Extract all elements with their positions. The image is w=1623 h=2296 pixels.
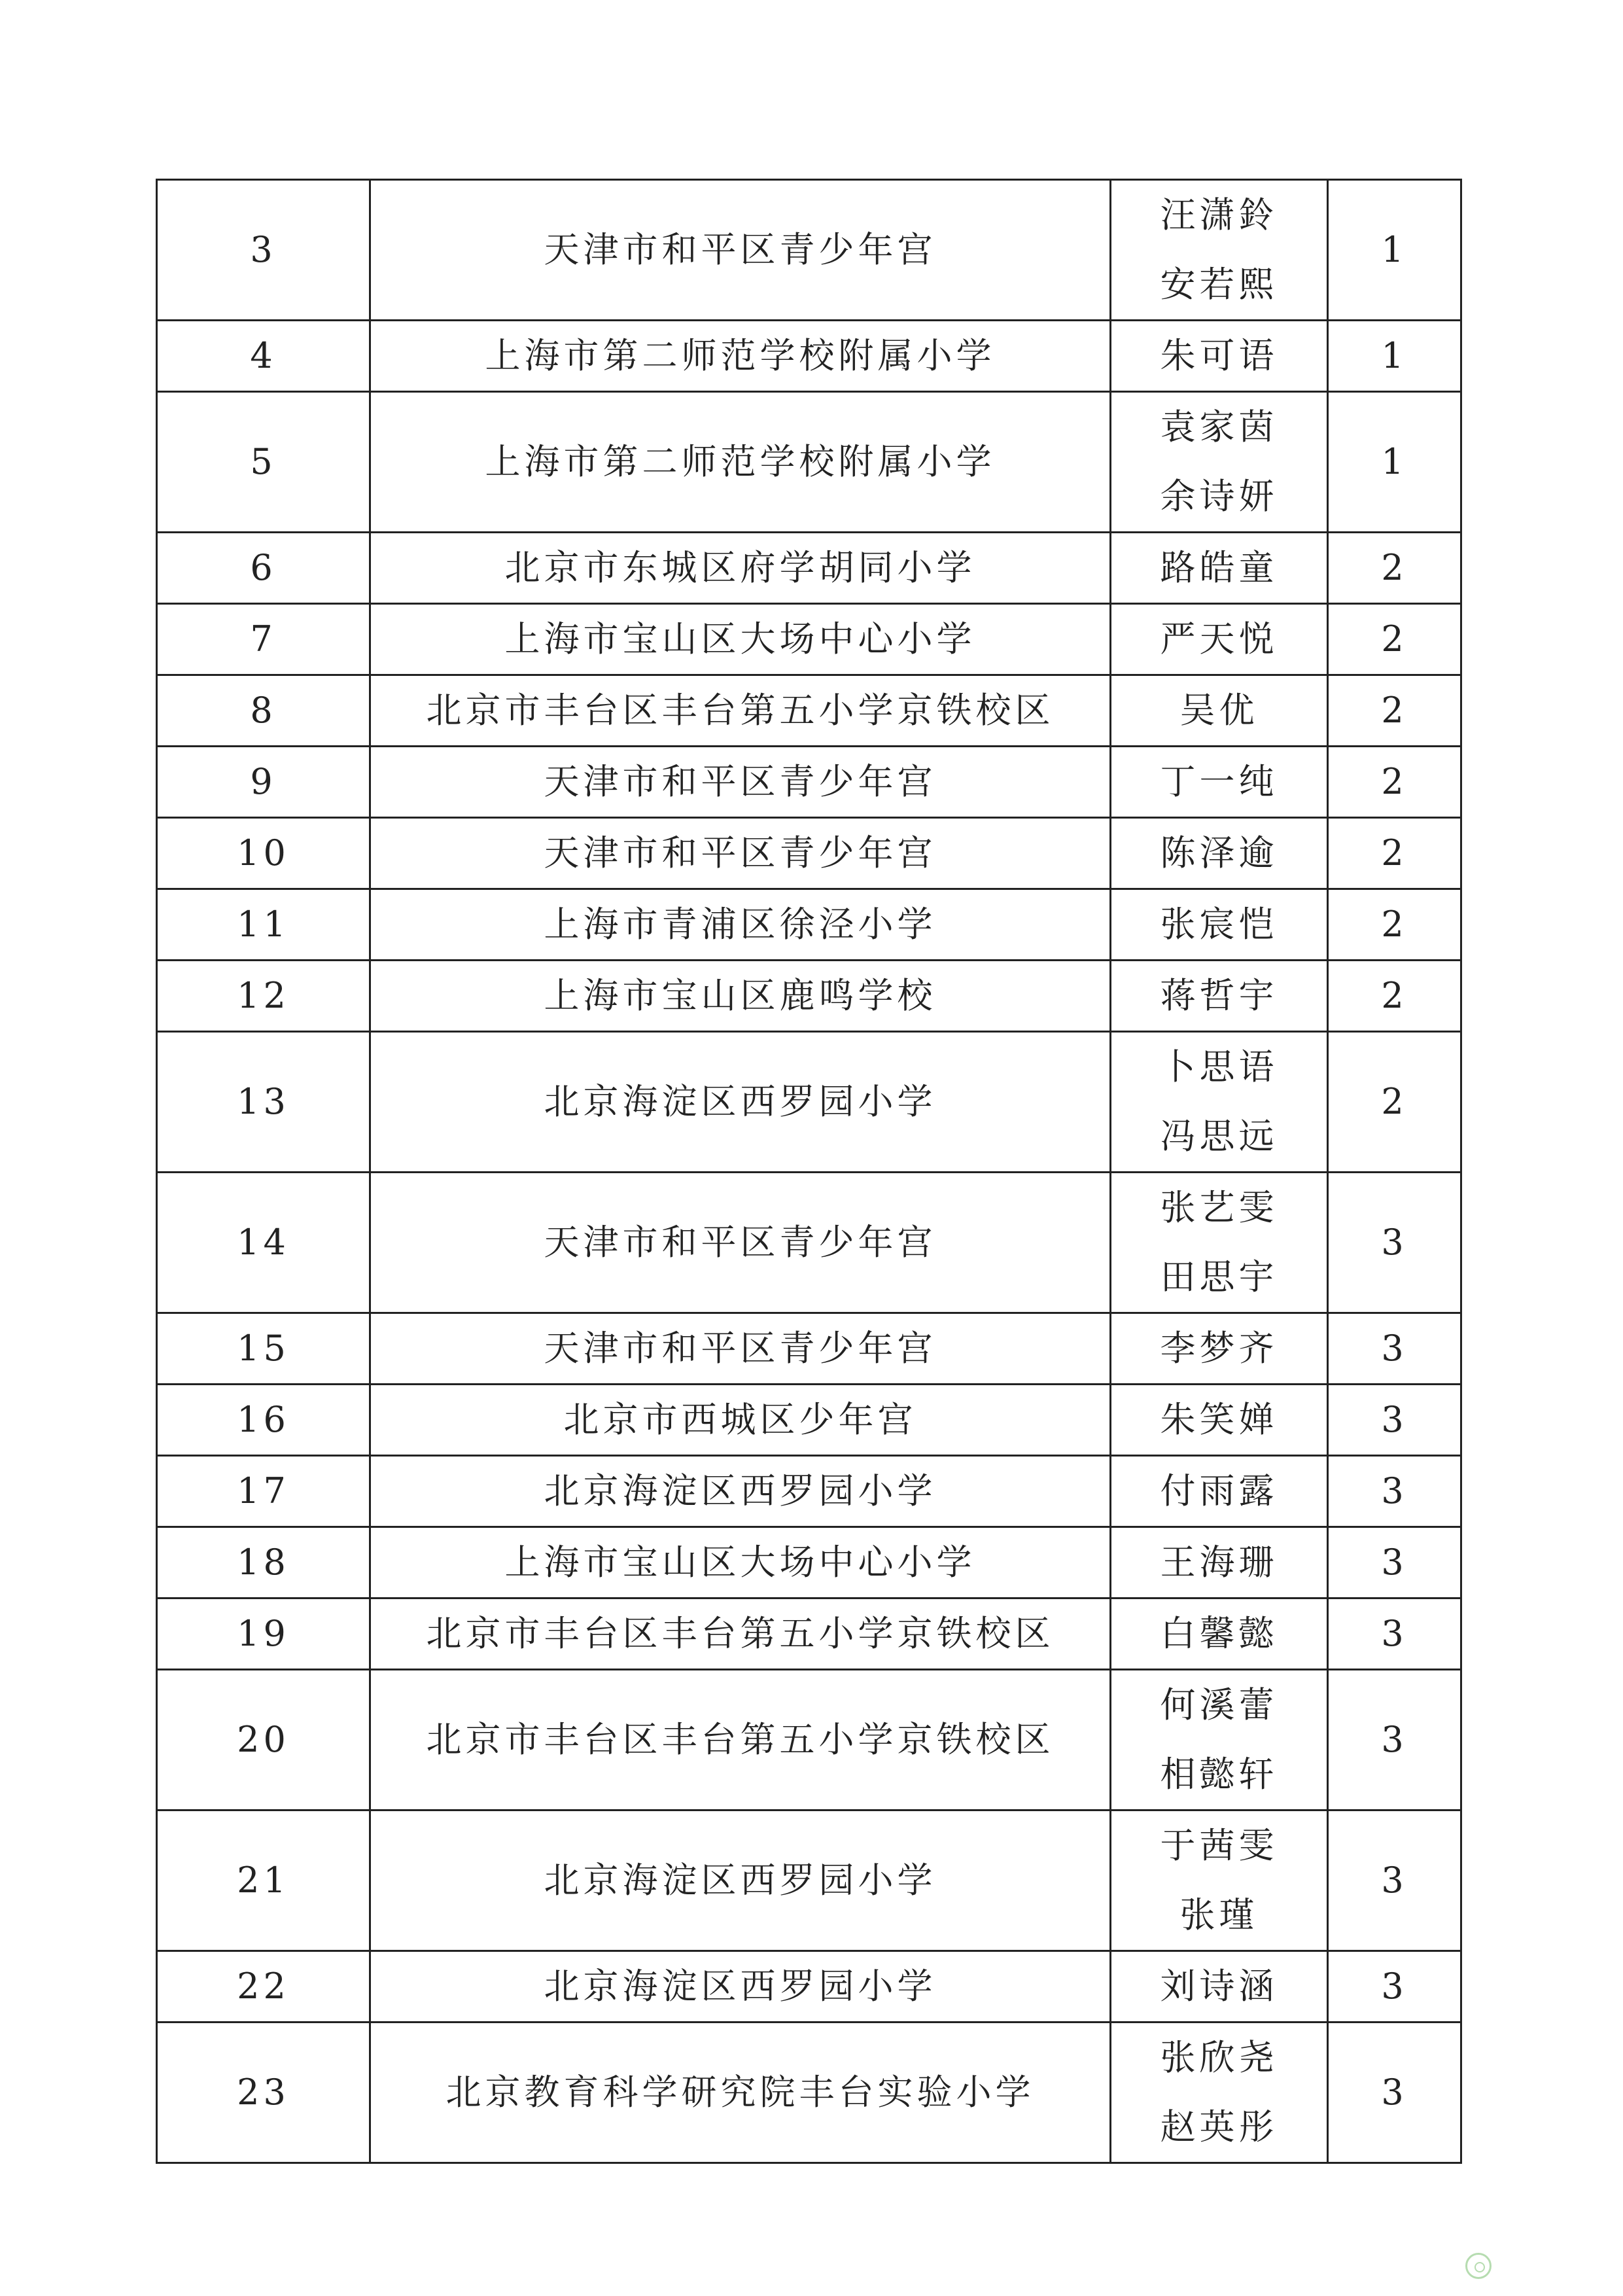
award-level: 2 xyxy=(1328,961,1461,1032)
student-name: 何溪蕾 xyxy=(1160,1684,1278,1725)
award-level: 1 xyxy=(1328,180,1461,321)
school-name: 天津市和平区青少年宫 xyxy=(370,1313,1111,1385)
award-level: 3 xyxy=(1328,1810,1461,1951)
table-row xyxy=(157,392,1461,533)
student-name: 安若熙 xyxy=(1160,264,1278,305)
student-names xyxy=(1111,889,1328,961)
student-names xyxy=(1111,2022,1328,2163)
table-row xyxy=(157,604,1461,675)
row-number: 4 xyxy=(157,321,370,392)
table-body xyxy=(157,180,1461,2163)
student-name: 张艺雯 xyxy=(1160,1187,1278,1228)
student-names xyxy=(1111,961,1328,1032)
awards-table xyxy=(156,179,1462,2164)
student-name: 朱笑婵 xyxy=(1160,1399,1278,1440)
table-row xyxy=(157,1670,1461,1810)
school-name: 北京市丰台区丰台第五小学京铁校区 xyxy=(370,675,1111,747)
row-number: 7 xyxy=(157,604,370,675)
student-names xyxy=(1111,180,1328,321)
student-name: 付雨露 xyxy=(1160,1470,1278,1511)
student-name: 张欣尧 xyxy=(1160,2037,1278,2078)
student-name: 赵英彤 xyxy=(1160,2106,1278,2147)
row-number: 23 xyxy=(157,2022,370,2163)
award-level: 1 xyxy=(1328,321,1461,392)
award-level: 3 xyxy=(1328,1456,1461,1527)
student-name: 袁家茵 xyxy=(1160,406,1278,448)
student-names xyxy=(1111,747,1328,818)
award-level: 2 xyxy=(1328,747,1461,818)
row-number: 10 xyxy=(157,818,370,889)
table-row xyxy=(157,1313,1461,1385)
student-names xyxy=(1111,321,1328,392)
award-level: 3 xyxy=(1328,1385,1461,1456)
award-level: 3 xyxy=(1328,2022,1461,2163)
table-row xyxy=(157,675,1461,747)
school-name: 天津市和平区青少年宫 xyxy=(370,180,1111,321)
table-row xyxy=(157,818,1461,889)
table-row xyxy=(157,321,1461,392)
student-names xyxy=(1111,1456,1328,1527)
row-number: 18 xyxy=(157,1527,370,1598)
table-row xyxy=(157,2022,1461,2163)
award-level: 2 xyxy=(1328,818,1461,889)
school-name: 上海市宝山区鹿鸣学校 xyxy=(370,961,1111,1032)
student-names xyxy=(1111,604,1328,675)
table-row xyxy=(157,1385,1461,1456)
award-level: 2 xyxy=(1328,1032,1461,1173)
table-row xyxy=(157,1032,1461,1173)
student-name: 张瑾 xyxy=(1179,1894,1259,1935)
student-name: 蒋哲宇 xyxy=(1160,975,1278,1016)
school-name: 上海市第二师范学校附属小学 xyxy=(370,321,1111,392)
table-row xyxy=(157,1173,1461,1313)
table-row xyxy=(157,533,1461,604)
student-name: 王海珊 xyxy=(1160,1542,1278,1583)
school-name: 北京海淀区西罗园小学 xyxy=(370,1951,1111,2022)
student-name: 白馨懿 xyxy=(1160,1613,1278,1654)
row-number: 11 xyxy=(157,889,370,961)
award-level: 2 xyxy=(1328,604,1461,675)
table-row xyxy=(157,961,1461,1032)
school-name: 天津市和平区青少年宫 xyxy=(370,818,1111,889)
row-number: 5 xyxy=(157,392,370,533)
school-name: 上海市宝山区大场中心小学 xyxy=(370,604,1111,675)
student-name: 陈泽逾 xyxy=(1160,832,1278,874)
student-names xyxy=(1111,818,1328,889)
table-row xyxy=(157,1951,1461,2022)
table-row xyxy=(157,180,1461,321)
student-name: 路皓童 xyxy=(1160,547,1278,588)
award-level: 3 xyxy=(1328,1951,1461,2022)
school-name: 上海市青浦区徐泾小学 xyxy=(370,889,1111,961)
student-names xyxy=(1111,675,1328,747)
table-row xyxy=(157,1527,1461,1598)
row-number: 16 xyxy=(157,1385,370,1456)
student-name: 卜思语 xyxy=(1160,1046,1278,1087)
row-number: 15 xyxy=(157,1313,370,1385)
award-level: 1 xyxy=(1328,392,1461,533)
student-name: 冯思远 xyxy=(1160,1116,1278,1157)
student-names xyxy=(1111,1527,1328,1598)
table-row xyxy=(157,1456,1461,1527)
award-level: 3 xyxy=(1328,1527,1461,1598)
award-level: 3 xyxy=(1328,1598,1461,1670)
student-names xyxy=(1111,1173,1328,1313)
award-level: 2 xyxy=(1328,533,1461,604)
table-row xyxy=(157,889,1461,961)
table-row xyxy=(157,747,1461,818)
school-name: 北京海淀区西罗园小学 xyxy=(370,1456,1111,1527)
student-name: 汪潇鈴 xyxy=(1160,194,1278,236)
student-name: 刘诗涵 xyxy=(1160,1966,1278,2007)
award-level: 3 xyxy=(1328,1173,1461,1313)
school-name: 北京教育科学研究院丰台实验小学 xyxy=(370,2022,1111,2163)
student-name: 田思宇 xyxy=(1160,1256,1278,1298)
circle-mark-icon xyxy=(1465,2253,1492,2279)
award-level: 2 xyxy=(1328,889,1461,961)
row-number: 9 xyxy=(157,747,370,818)
school-name: 天津市和平区青少年宫 xyxy=(370,1173,1111,1313)
student-name: 余诗妍 xyxy=(1160,476,1278,517)
student-name: 于茜雯 xyxy=(1160,1825,1278,1866)
award-level: 2 xyxy=(1328,675,1461,747)
student-names xyxy=(1111,1313,1328,1385)
student-name: 张宸恺 xyxy=(1160,904,1278,945)
student-name: 吴优 xyxy=(1179,690,1259,731)
student-names xyxy=(1111,1032,1328,1173)
school-name: 天津市和平区青少年宫 xyxy=(370,747,1111,818)
row-number: 13 xyxy=(157,1032,370,1173)
school-name: 北京市西城区少年宫 xyxy=(370,1385,1111,1456)
student-name: 朱可语 xyxy=(1160,335,1278,376)
row-number: 19 xyxy=(157,1598,370,1670)
school-name: 北京市丰台区丰台第五小学京铁校区 xyxy=(370,1598,1111,1670)
student-name: 丁一纯 xyxy=(1160,761,1278,802)
student-names xyxy=(1111,1385,1328,1456)
row-number: 8 xyxy=(157,675,370,747)
student-names xyxy=(1111,1810,1328,1951)
row-number: 12 xyxy=(157,961,370,1032)
award-level: 3 xyxy=(1328,1313,1461,1385)
student-names xyxy=(1111,1951,1328,2022)
table-row xyxy=(157,1810,1461,1951)
student-name: 严天悦 xyxy=(1160,618,1278,660)
school-name: 上海市第二师范学校附属小学 xyxy=(370,392,1111,533)
school-name: 北京海淀区西罗园小学 xyxy=(370,1810,1111,1951)
school-name: 北京海淀区西罗园小学 xyxy=(370,1032,1111,1173)
row-number: 22 xyxy=(157,1951,370,2022)
row-number: 20 xyxy=(157,1670,370,1810)
student-names xyxy=(1111,533,1328,604)
student-names xyxy=(1111,392,1328,533)
row-number: 17 xyxy=(157,1456,370,1527)
school-name: 北京市丰台区丰台第五小学京铁校区 xyxy=(370,1670,1111,1810)
school-name: 上海市宝山区大场中心小学 xyxy=(370,1527,1111,1598)
table-row xyxy=(157,1598,1461,1670)
school-name: 北京市东城区府学胡同小学 xyxy=(370,533,1111,604)
row-number: 6 xyxy=(157,533,370,604)
student-name: 相懿轩 xyxy=(1160,1754,1278,1795)
row-number: 3 xyxy=(157,180,370,321)
award-level: 3 xyxy=(1328,1670,1461,1810)
row-number: 14 xyxy=(157,1173,370,1313)
row-number: 21 xyxy=(157,1810,370,1951)
student-name: 李梦齐 xyxy=(1160,1328,1278,1369)
student-names xyxy=(1111,1598,1328,1670)
student-names xyxy=(1111,1670,1328,1810)
